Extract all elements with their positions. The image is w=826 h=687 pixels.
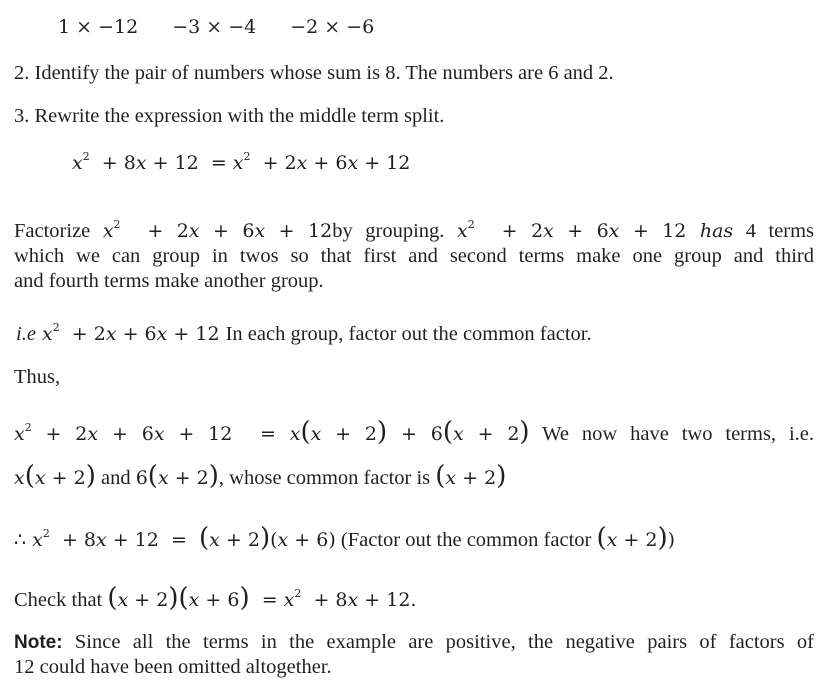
factor-pairs-line [58, 14, 374, 40]
check-line: Check that $(x + 2)(x + 6) = x^2 + 8x + 12$. [14, 583, 417, 613]
step-3-text: 3. Rewrite the expression with the middle term split. [14, 105, 445, 127]
paragraph-line-1: Factorize $x^2 + 2x + 6x + 12by$ grouping. $x^2 + 2x + 6x + 12$ has 4 terms [14, 218, 815, 242]
step-2-text: 2. Identify the pair of numbers whose sum is 8. The numbers are 6 and 2. [14, 62, 614, 84]
split-equation: $x^2 + 8x + 12 = x^2 + 2x + 6x + 12$ [72, 150, 411, 174]
thus-label: Thus, [14, 366, 61, 388]
factor-pair-3: −2 × −6 [290, 16, 375, 38]
therefore-line: ∴ $x^2 + 8x + 12 = (x + 2)(x + 6)$ (Factor out the common factor (x + 2)) [14, 523, 676, 553]
paragraph-line-2: which we can group in twos so that first and second terms make one group and third [14, 245, 814, 267]
ie-line: i.e $x^2 + 2x + 6x + 12$ In each group, factor out the common factor. [16, 321, 592, 345]
paragraph-line-3: and fourth terms make another group. [14, 270, 324, 292]
factor-pair-2: −3 × −4 [172, 16, 257, 38]
factor-pair-1: 1 × −12 [58, 16, 139, 38]
note-label: Note: [14, 632, 63, 653]
grouping-line-2: x(x + 2) and 6(x + 2), whose common factor is (x + 2) [14, 461, 507, 491]
grouping-line-1: $x^2 + 2x + 6x + 12 = x(x + 2) + 6(x + 2)$ We now have two terms, i.e. [14, 417, 815, 447]
note-line-2: 12 could have been omitted altogether. [14, 656, 332, 678]
note-line-1: Note: Since all the terms in the example are positive, the negative pairs of factors of [14, 631, 815, 653]
